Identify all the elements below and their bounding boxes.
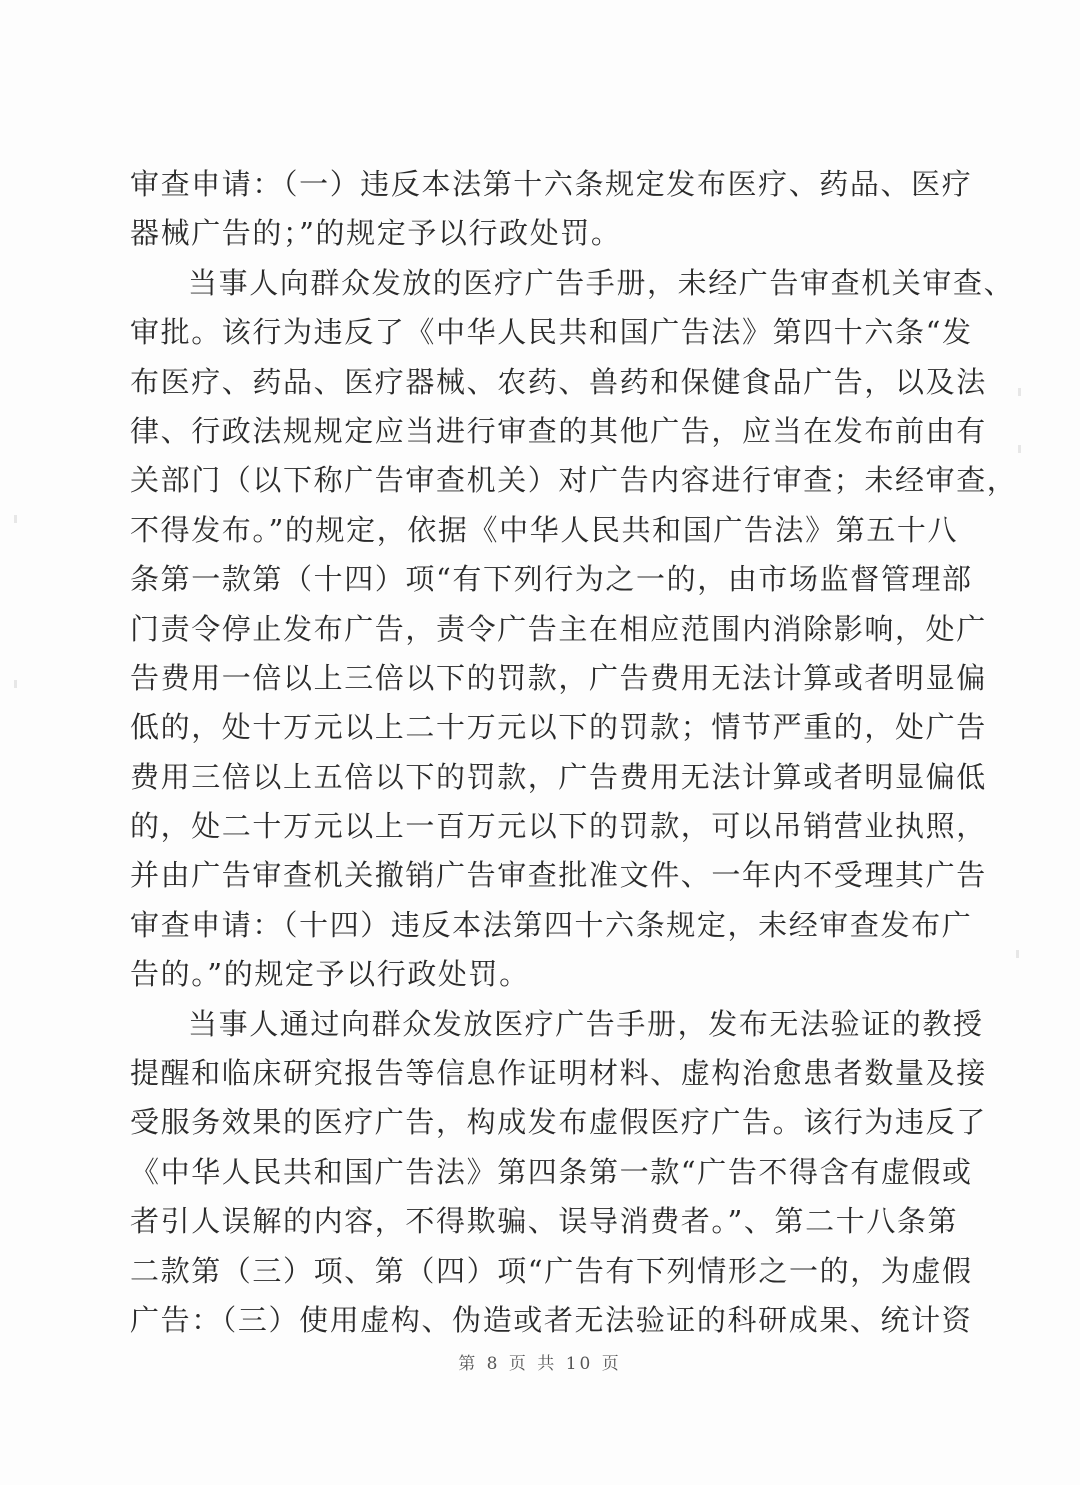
text-line: 条第一款第（十四）项“有下列行为之一的，由市场监督管理部 <box>130 562 973 597</box>
text-line: 者引人误解的内容，不得欺骗、误导消费者。”、第二十八条第 <box>130 1204 959 1239</box>
scan-artifact <box>1018 445 1021 453</box>
text-line: 告的。”的规定予以行政处罚。 <box>130 957 530 992</box>
text-line: 的，处二十万元以上一百万元以下的罚款，可以吊销营业执照， <box>130 809 987 844</box>
text-line: 审批。该行为违反了《中华人民共和国广告法》第四十六条“发 <box>130 315 973 350</box>
text-line: 器械广告的；”的规定予以行政处罚。 <box>130 216 622 251</box>
text-line: 关部门（以下称广告审查机关）对广告内容进行审查；未经审查， <box>130 463 1018 498</box>
text-line: 二款第（三）项、第（四）项“广告有下列情形之一的，为虚假 <box>130 1253 973 1288</box>
text-line: 告费用一倍以上三倍以下的罚款，广告费用无法计算或者明显偏 <box>130 660 987 695</box>
text-line: 《中华人民共和国广告法》第四条第一款“广告不得含有虚假或 <box>130 1154 973 1189</box>
text-line: 布医疗、药品、医疗器械、农药、兽药和保健食品广告，以及法 <box>130 364 987 399</box>
text-line: 提醒和临床研究报告等信息作证明材料、虚构治愈患者数量及接 <box>130 1056 987 1091</box>
text-line: 费用三倍以上五倍以下的罚款，广告费用无法计算或者明显偏低 <box>130 759 987 794</box>
text-line: 低的，处十万元以上二十万元以下的罚款；情节严重的，处广告 <box>130 710 987 745</box>
text-line: 受服务效果的医疗广告，构成发布虚假医疗广告。该行为违反了 <box>130 1105 987 1140</box>
scan-artifact <box>1018 388 1021 396</box>
scan-artifact <box>14 680 17 688</box>
text-line: 当事人通过向群众发放医疗广告手册，发布无法验证的教授 <box>188 1006 984 1041</box>
text-line: 审查申请：（十四）违反本法第四十六条规定，未经审查发布广 <box>130 907 973 942</box>
text-line: 律、行政法规规定应当进行审查的其他广告，应当在发布前由有 <box>130 413 987 448</box>
document-body <box>130 160 1018 1345</box>
page-number-footer: 第 8 页 共 10 页 <box>458 1354 622 1374</box>
text-line: 门责令停止发布广告，责令广告主在相应范围内消除影响，处广 <box>130 611 987 646</box>
text-line: 当事人向群众发放的医疗广告手册，未经广告审查机关审查、 <box>188 265 1015 300</box>
scan-artifact <box>1016 950 1019 958</box>
text-line: 广告：（三）使用虚构、伪造或者无法验证的科研成果、统计资 <box>130 1302 973 1337</box>
text-line: 审查申请：（一）违反本法第十六条规定发布医疗、药品、医疗 <box>130 167 973 201</box>
text-line: 不得发布。”的规定，依据《中华人民共和国广告法》第五十八 <box>130 512 959 547</box>
text-line: 并由广告审查机关撤销广告审查批准文件、一年内不受理其广告 <box>130 858 987 893</box>
scan-artifact <box>14 515 17 523</box>
